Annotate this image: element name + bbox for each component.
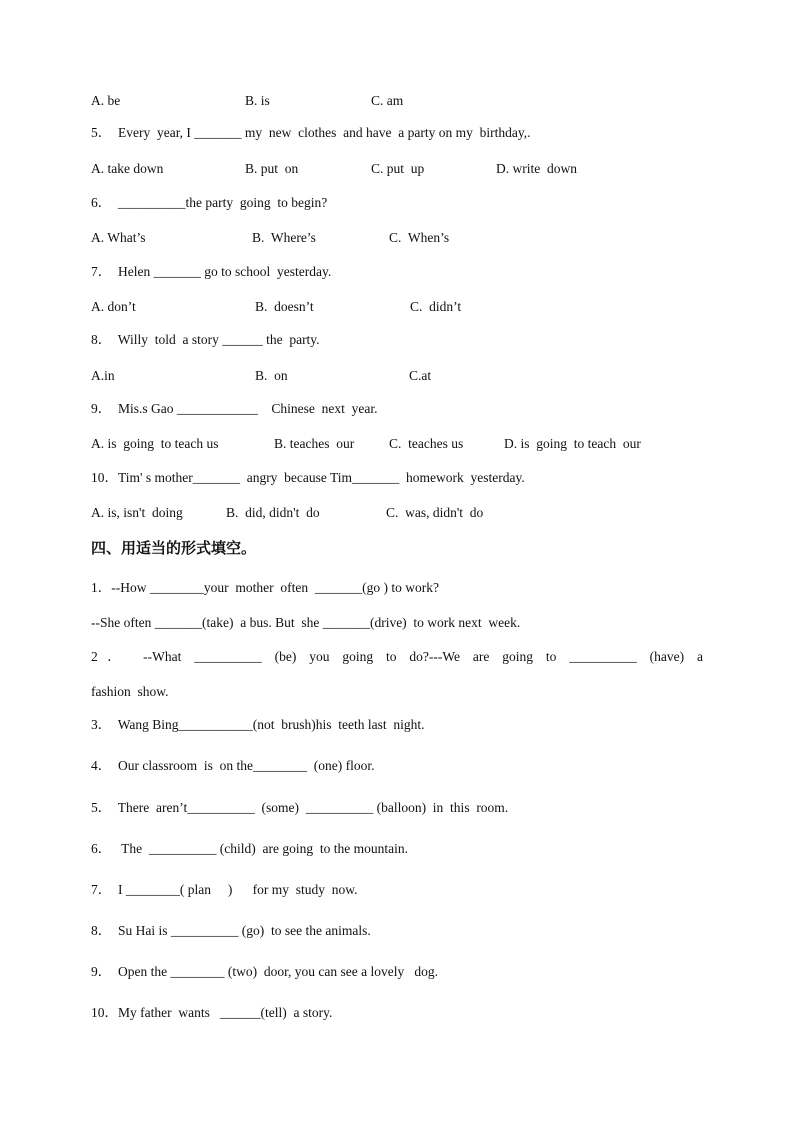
question-8: 8． Willy told a story ______ the party. bbox=[91, 332, 320, 347]
q8-option-c: C.at bbox=[409, 368, 432, 383]
fill-question-8: 8． Su Hai is __________ (go) to see the animals. bbox=[91, 923, 371, 938]
q4-option-a: A. be bbox=[91, 93, 121, 108]
q5-option-b: B. put on bbox=[245, 161, 299, 176]
fill-question-9: 9． Open the ________ (two) door, you can see a lovely dog. bbox=[91, 964, 439, 979]
q5-option-d: D. write down bbox=[496, 161, 577, 176]
q9-option-a: A. is going to teach us bbox=[91, 436, 219, 451]
q5-option-a: A. take down bbox=[91, 161, 164, 176]
q8-option-b: B. on bbox=[255, 368, 288, 383]
q6-option-b: B. Where’s bbox=[252, 230, 316, 245]
q10-option-a: A. is, isn't doing bbox=[91, 505, 183, 520]
fill-question-10: 10．My father wants ______(tell) a story. bbox=[91, 1005, 333, 1020]
q7-option-a: A. don’t bbox=[91, 299, 136, 314]
fill-question-5: 5． There aren’t__________ (some) __________ (balloon) in this room. bbox=[91, 800, 509, 815]
fill-question-6: 6． The __________ (child) are going to the mountain. bbox=[91, 841, 408, 856]
q4-option-c: C. am bbox=[371, 93, 404, 108]
q7-option-c: C. didn’t bbox=[410, 299, 462, 314]
question-10: 10．Tim' s mother_______ angry because Tim_______ homework yesterday. bbox=[91, 470, 525, 485]
section-heading-part4: 四、用适当的形式填空。 bbox=[91, 539, 257, 557]
q6-option-c: C. When’s bbox=[389, 230, 450, 245]
fill-question-4: 4． Our classroom is on the________ (one) floor. bbox=[91, 758, 375, 773]
fill-question-1-line1: 1．--How ________your mother often _______(go ) to work? bbox=[91, 580, 439, 595]
fill-question-2-line2: fashion show. bbox=[91, 684, 169, 699]
q6-option-a: A. What’s bbox=[91, 230, 146, 245]
q5-option-c: C. put up bbox=[371, 161, 425, 176]
q7-option-b: B. doesn’t bbox=[255, 299, 314, 314]
q4-option-b: B. is bbox=[245, 93, 270, 108]
q9-option-b: B. teaches our bbox=[274, 436, 355, 451]
q10-option-c: C. was, didn't do bbox=[386, 505, 484, 520]
question-7: 7． Helen _______ go to school yesterday. bbox=[91, 264, 332, 279]
fill-question-7: 7． I ________( plan ) for my study now. bbox=[91, 882, 358, 897]
fill-question-3: 3． Wang Bing___________(not brush)his teeth last night. bbox=[91, 717, 425, 732]
fill-question-2-line1: 2． --What __________ (be) you going to do?---We are going to __________ (have) a bbox=[91, 649, 703, 664]
question-9: 9． Mis.s Gao ____________ Chinese next year. bbox=[91, 401, 378, 416]
q10-option-b: B. did, didn't do bbox=[226, 505, 320, 520]
question-6: 6． __________the party going to begin? bbox=[91, 195, 328, 210]
question-5: 5． Every year, I _______ my new clothes and have a party on my birthday,. bbox=[91, 125, 531, 140]
q8-option-a: A.in bbox=[91, 368, 115, 383]
fill-question-1-line2: --She often _______(take) a bus. But she _______(drive) to work next week. bbox=[91, 615, 521, 630]
q9-option-c: C. teaches us bbox=[389, 436, 464, 451]
q9-option-d: D. is going to teach our bbox=[504, 436, 641, 451]
